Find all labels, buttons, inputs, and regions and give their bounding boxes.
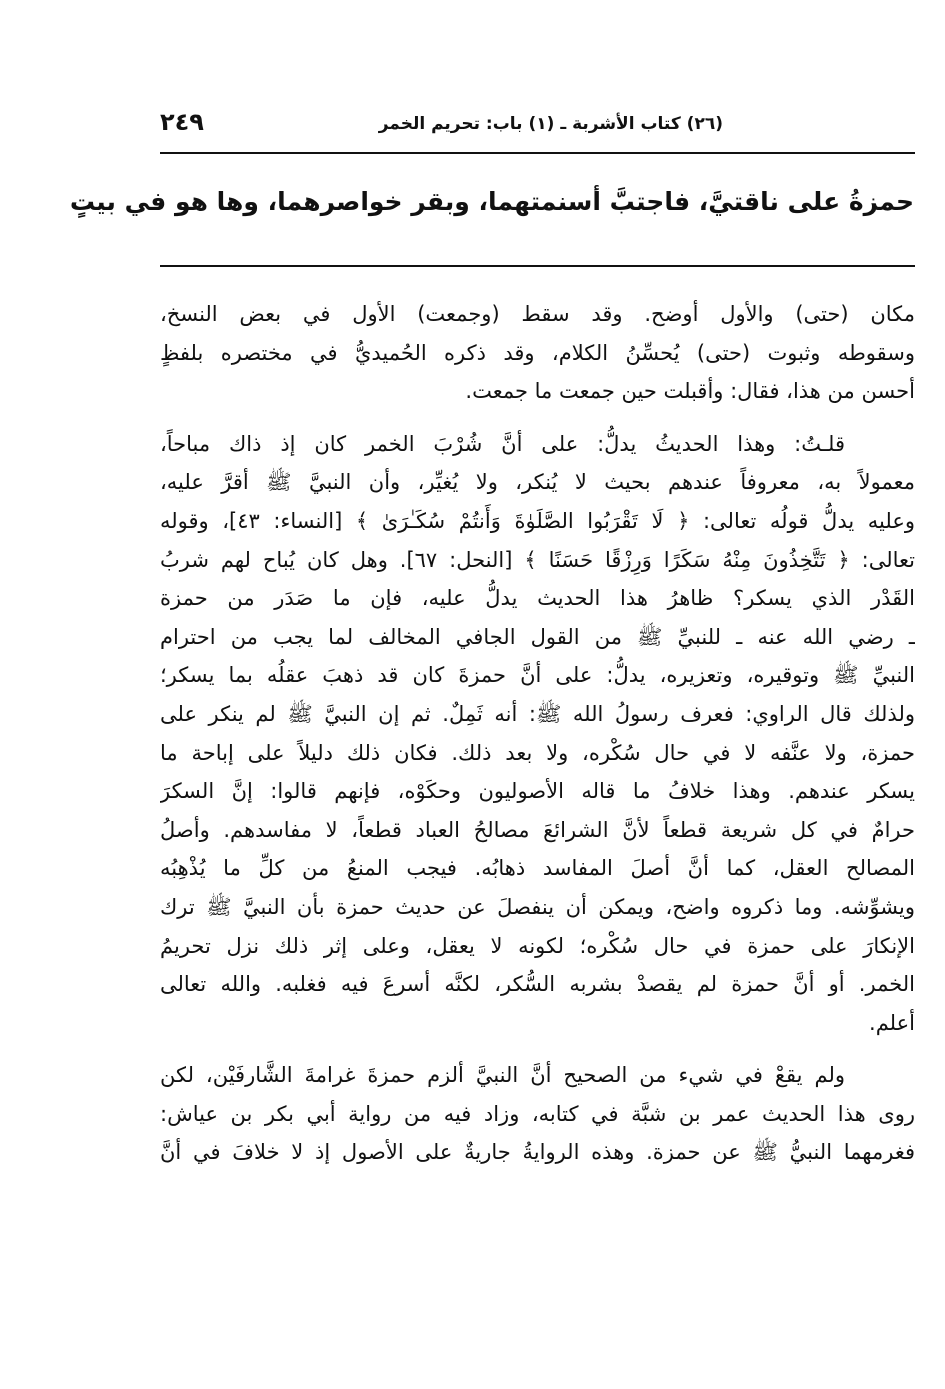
commentary-line: قلـتُ: وهذا الحديثُ يدلُّ: على أنَّ شُرْبَ الخمر كان إذ ذاك مباحاً،: [160, 431, 845, 456]
commentary-line: المصالح العقل، كما أنَّ أصلَ المفاسد ذهابُه. فيجب المنعُ من كلِّ ما يُذْهِبُه: [160, 856, 915, 881]
commentary-line: حمزة، ولا عنَّفه لا في حال سُكْره، ولا بعد ذلك. فكان ذلك دليلاً على إباحة ما: [160, 740, 915, 765]
commentary-line: مكان (حتى) والأول أوضح. وقد سقط (وجمعت) الأول في بعض النسخ،: [160, 302, 915, 326]
commentary-line: وسقوطه وثبوت (حتى) يُحسِّنُ الكلام، وقد ذكره الحُميديُّ في مختصره بلفظٍ: [160, 340, 915, 365]
hadith-text: حمزةُ على ناقتيَّ، فاجتبَّ أسنمتهما، وبقر خواصرهما، وها هو في بيتٍ: [69, 187, 914, 216]
commentary-line: ولم يقعْ في شيء من الصحيح أنَّ النبيَّ ألزم حمزةَ غرامةَ الشَّارفَيْن، لكن: [160, 1063, 845, 1088]
commentary-line: ولذلك قال الراوي: فعرف رسولُ الله ﷺ: أنه ثَمِلٌ. ثم إن النبيَّ ﷺ لم ينكر على: [160, 701, 915, 726]
commentary-line: معمولاً به، معروفاً عندهم بحيث لا يُنكر، ولا يُغيِّر، وأن النبيَّ ﷺ أقرَّ عليه،: [160, 470, 915, 495]
commentary-line: يسكر عندهم. وهذا خلافُ ما قاله الأصوليون وحكَوْه، فإنهم قالوا: إنَّ السكرَ: [160, 779, 915, 804]
commentary-line: الإنكارَ على حمزة في حال سُكْره؛ لكونه لا يعقل، وعلى إثر ذلك نزل تحريمُ: [160, 933, 915, 958]
commentary-divider: [160, 265, 915, 267]
commentary-line: أحسن من هذا، فقال: وأقبلت حين جمعت ما جمعت.: [465, 379, 915, 404]
commentary-line: وعليه يدلُّ قولُه تعالى: ﴿ لَا تَقْرَبُوا الصَّلَوٰةَ وَأَنتُمْ سُكَـٰرَىٰ ﴾ [النساء: ٤٣]، وقوله: [160, 508, 915, 533]
commentary-line: حرامٌ في كل شريعة قطعاً لأنَّ الشرائعَ مصالحُ العباد قطعاً، لا مفاسدهم. وأصلُ: [160, 817, 915, 842]
paragraph-gap: [160, 1042, 915, 1056]
commentary-line: أعلم.: [869, 1010, 915, 1035]
commentary-body: [160, 295, 915, 1172]
paragraph-gap: [160, 411, 915, 425]
commentary-line: تعالى: ﴿ تَتَّخِذُونَ مِنْهُ سَكَرًا وَرِزْقًا حَسَنًا ﴾ [النحل: ٦٧]. وهل كان يُباح لهم شربُ: [160, 547, 915, 572]
page-number: ٢٤٩: [160, 108, 204, 136]
page-header: [160, 108, 915, 148]
commentary-line: القَدْر الذي يسكر؟ ظاهرُ هذا الحديث يدلُّ عليه، فإن ما صَدَر من حمزة: [160, 586, 915, 611]
commentary-line: النبيِّ ﷺ وتوقيره، وتعزيره، يدلُّ: على أنَّ حمزةَ كان قد ذهبَ عقلُه بما يسكر؛: [160, 663, 915, 688]
header-divider: [160, 152, 915, 154]
commentary-line: فغرمهما النبيُّ ﷺ عن حمزة. وهذه الروايةُ جاريةٌ على الأصول إذ لا خلافَ في أنَّ: [160, 1140, 915, 1165]
running-title: (٢٦) كتاب الأشربة ـ (١) باب: تحريم الخمر: [378, 114, 723, 134]
commentary-line: ويشوِّشه. وما ذكروه واضح، ويمكن أن ينفصلَ عن حديث حمزة بأن النبيَّ ﷺ ترك: [160, 894, 915, 919]
commentary-line: الخمر. أو أنَّ حمزة لم يقصدْ بشربه السُّكر، لكنَّه أسرعَ فيه فغلبه. والله تعالى: [160, 972, 915, 997]
commentary-line: ـ رضي الله عنه ـ للنبيِّ ﷺ من القول الجافي المخالف لما يجب من احترام: [160, 624, 915, 649]
commentary-line: روى هذا الحديث عمر بن شبَّة في كتابه، وزاد فيه من رواية أبي بكر بن عياش:: [160, 1101, 915, 1126]
